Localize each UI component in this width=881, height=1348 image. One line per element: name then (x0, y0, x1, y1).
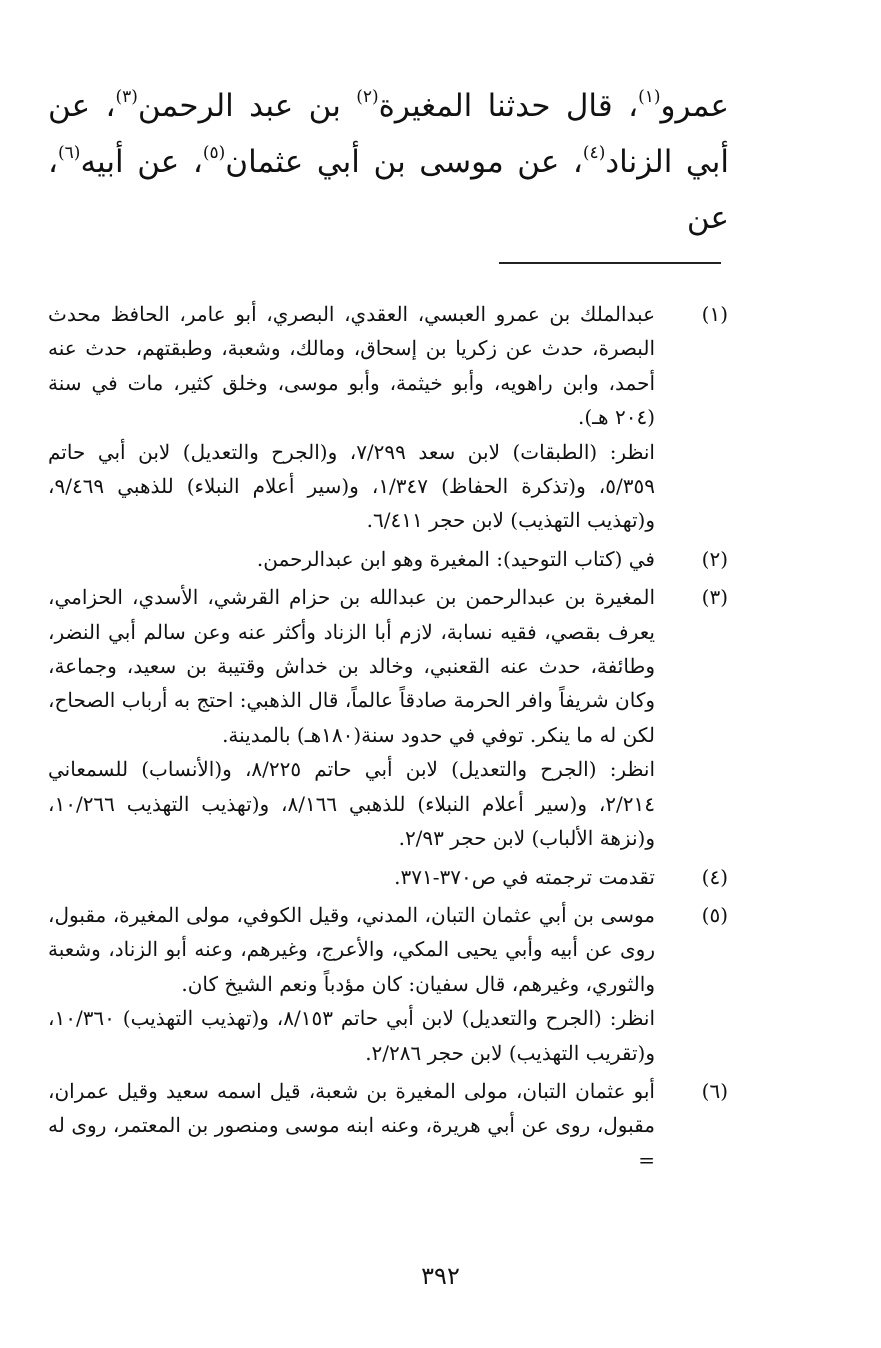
footnote-paragraph: تقدمت ترجمته في ص٣٧٠-٣٧١. (394, 864, 655, 889)
footnote-paragraph: المغيرة بن عبدالرحمن بن عبدالله بن حزام القرشي، الأسدي، الحزامي، يعرف بقصي، فقيه نسابة، لازم أبا الزناد وأكثر عنه وعن سالم أبي النضر، وطائفة، حدث عنه القعنبي، وخالد بن خداش وقتيبة بن سعيد، وجماعة، وكان شريفاً وافر الحرمة صادقاً عالماً، قال الذهبي: احتج به أرباب الصحاح، لكن له ما ينكر. توفي في حدود سنة(١٨٠هـ) بالمدينة. (48, 585, 656, 747)
footnote-paragraph: انظر: (الطبقات) لابن سعد ٧/٢٩٩، و(الجرح والتعديل) لابن أبي حاتم ٥/٣٥٩، و(تذكرة الحفاظ) ١/٣٤٧، و(سير أعلام النبلاء) للذهبي ٩/٤٦٩، و(تهذيب التهذيب) لابن حجر ٦/٤١١. (48, 439, 655, 533)
page-number: ٣٩٢ (421, 1262, 460, 1290)
footnote-ref: (٥) (202, 143, 226, 163)
footnote-paragraph: انظر: (الجرح والتعديل) لابن أبي حاتم ٨/١٥٣، و(تهذيب التهذيب) ١٠/٣٦٠، و(تقريب التهذيب) لابن حجر ٢/٢٨٦. (48, 1006, 656, 1065)
footnote-number: (٥) (701, 902, 728, 927)
footnote-paragraph: في (كتاب التوحيد): المغيرة وهو ابن عبدالرحمن. (256, 546, 655, 571)
footnote-ref: (٤) (582, 143, 606, 163)
footnote-ref: (٣) (115, 87, 138, 107)
footnote-paragraph: أبو عثمان التبان، مولى المغيرة بن شعبة، قيل اسمه سعيد وقيل عمران، مقبول، روى عن أبي هريرة، وعنه ابنه موسى ومنصور بن المعتمر، روى له = (48, 1078, 655, 1172)
footnote-number: (٤) (701, 864, 728, 889)
footnote-ref: (٢) (356, 87, 379, 107)
footnote-5 (48, 898, 728, 1070)
main-segment: ، عن (48, 144, 729, 236)
main-segment: ، عن أبيه (80, 144, 203, 180)
footnote-ref: (١) (638, 87, 661, 107)
footnote-paragraph: عبدالملك بن عمرو العبسي، العقدي، البصري، أبو عامر، الحافظ محدث البصرة، حدث عن زكريا بن إسحاق، ومالك، وشعبة، وطبقتهم، حدث عنه أحمد، وابن راهويه، وأبو خيثمة، وأبو موسى، وخلق كثير، مات في سنة (٢٠٤ هـ). (48, 302, 655, 430)
footnote-number: (٣) (701, 585, 728, 610)
main-segment: عمرو (660, 88, 729, 124)
footnote-6 (48, 1074, 728, 1177)
main-segment: ، عن موسى بن أبي عثمان (225, 144, 583, 180)
footnote-1 (48, 297, 728, 538)
footnote-paragraph: موسى بن أبي عثمان التبان، المدني، وقيل الكوفي، مولى المغيرة، مقبول، روى عن أبيه وأبي يحيى المكي، والأعرج، وغيرهم، وعنه أبو الزناد، وشعبة والثوري، وغيرهم، قال سفيان: كان مؤدباً ونعم الشيخ كان. (48, 902, 655, 996)
footnote-2 (48, 542, 728, 576)
footnote-number: (٢) (701, 546, 728, 571)
footnote-ref: (٦) (58, 143, 81, 163)
footnote-separator (499, 262, 721, 264)
main-segment: ، عن أبي الزناد (48, 88, 730, 180)
main-segment: ، قال حدثنا المغيرة (378, 88, 639, 124)
main-segment: بن عبد الرحمن (137, 88, 357, 124)
footnote-number: (٦) (701, 1078, 728, 1103)
footnote-number: (١) (701, 302, 728, 326)
footnote-3 (48, 580, 728, 855)
footnote-4 (48, 860, 728, 894)
main-text (48, 78, 729, 246)
footnote-paragraph: انظر: (الجرح والتعديل) لابن أبي حاتم ٨/٢٢٥، و(الأنساب) للسمعاني ٢/٢١٤، و(سير أعلام النبلاء) للذهبي ٨/١٦٦، و(تهذيب التهذيب ١٠/٢٦٦، و(نزهة الألباب) لابن حجر ٢/٩٣. (48, 757, 655, 851)
footnotes-list (48, 297, 728, 1181)
